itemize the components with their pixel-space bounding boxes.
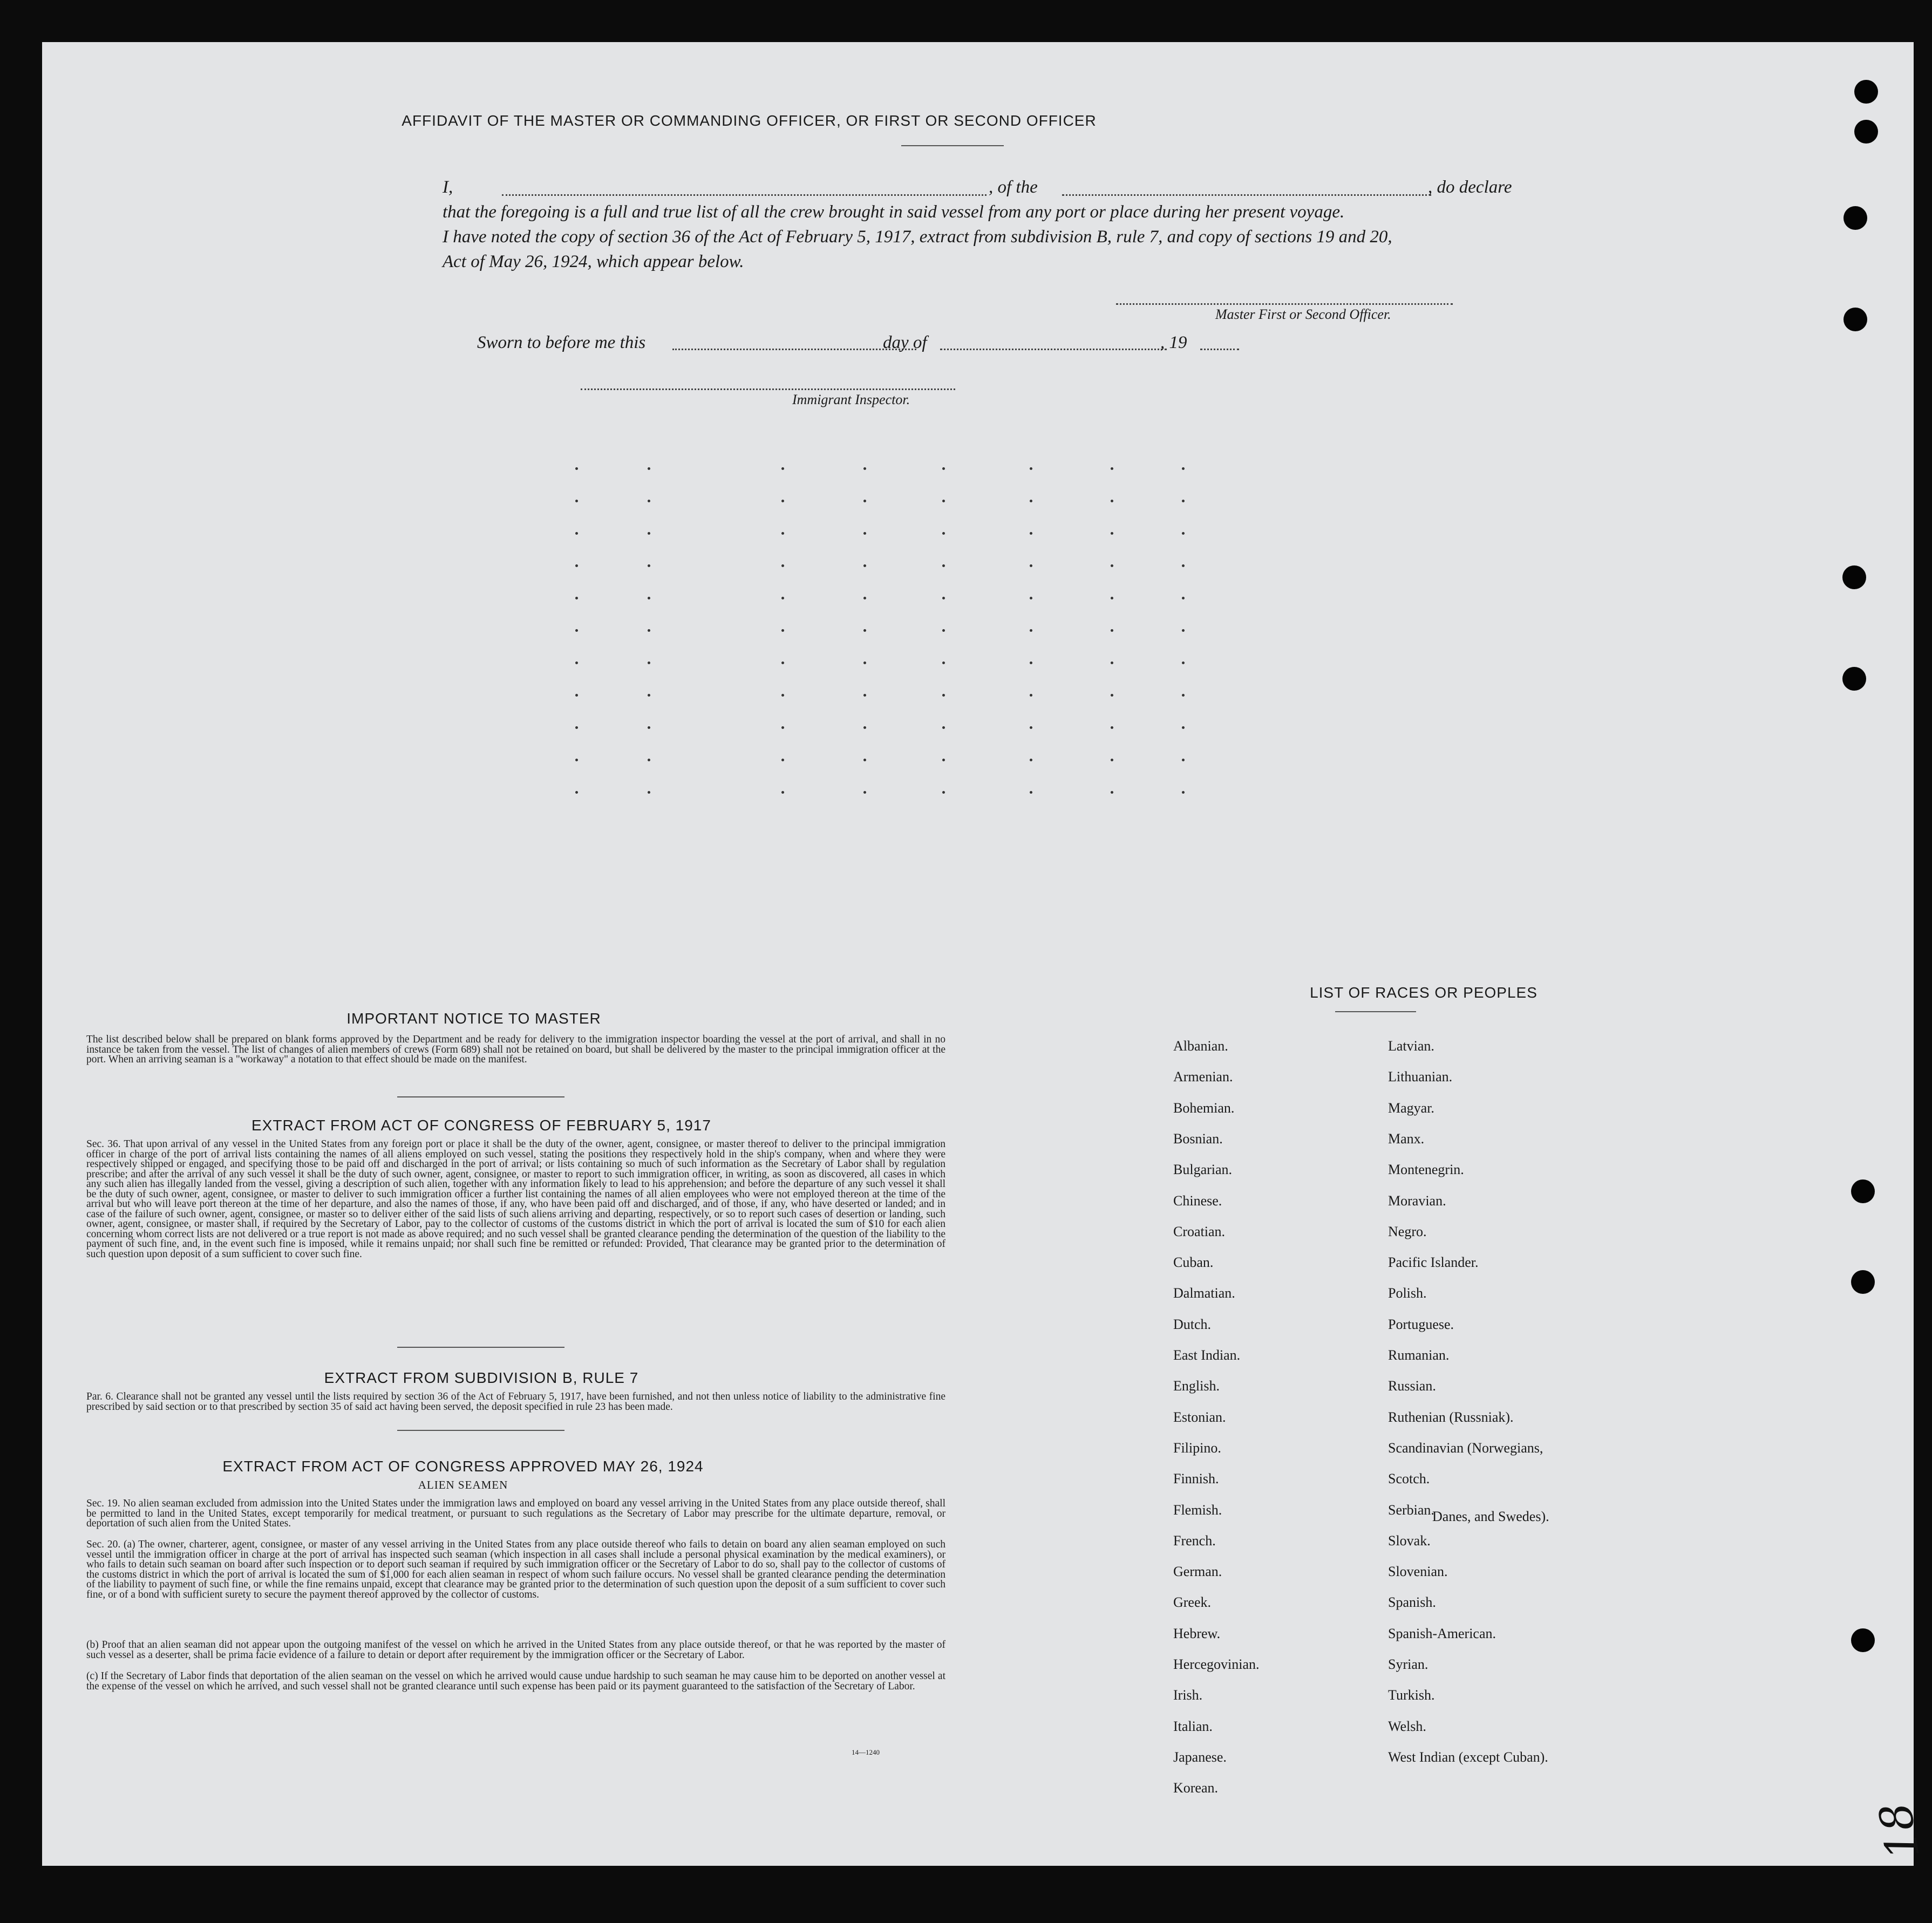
sworn-year-blank[interactable]	[1200, 349, 1239, 350]
master-signature-blank[interactable]	[1116, 303, 1453, 305]
bleed-mark	[863, 694, 866, 697]
race-item: Japanese.	[1173, 1749, 1227, 1765]
bleed-mark	[863, 597, 866, 599]
bleed-mark	[1182, 597, 1185, 599]
bleed-mark	[648, 759, 650, 761]
race-item: Syrian.	[1388, 1656, 1428, 1672]
race-item: Irish.	[1173, 1687, 1203, 1703]
bleed-mark	[575, 500, 578, 502]
race-item: Montenegrin.	[1388, 1162, 1464, 1178]
of-the-label: , of the	[989, 178, 1038, 197]
day-of-label: day of	[883, 333, 927, 352]
declaration-line-1	[443, 175, 1522, 200]
bleed-mark	[863, 532, 866, 535]
race-item: Greek.	[1173, 1594, 1212, 1611]
declaration-line-4: Act of May 26, 1924, which appear below.	[443, 252, 744, 271]
race-item: Hercegovinian.	[1173, 1656, 1260, 1672]
bleed-mark	[781, 564, 784, 567]
bleed-mark	[942, 500, 945, 502]
races-underline	[1335, 1011, 1416, 1012]
sworn-month-blank[interactable]	[940, 349, 1167, 350]
race-item: Cuban.	[1173, 1254, 1214, 1271]
bleed-mark	[863, 726, 866, 729]
bleed-mark	[575, 532, 578, 535]
race-item: Dutch.	[1173, 1316, 1212, 1332]
bleed-mark	[575, 629, 578, 632]
races-title: LIST OF RACES OR PEOPLES	[1310, 984, 1538, 1001]
race-item: Moravian.	[1388, 1192, 1446, 1209]
bleed-mark	[942, 532, 945, 535]
bleed-mark	[648, 629, 650, 632]
bleed-mark	[1111, 467, 1113, 470]
bleed-mark	[1111, 694, 1113, 697]
bleed-mark	[1111, 726, 1113, 729]
inspector-signature-blank[interactable]	[581, 388, 955, 390]
bleed-mark	[863, 500, 866, 502]
race-scandinavian-cont: Danes, and Swedes).	[1432, 1509, 1549, 1524]
sec20a-body: Sec. 20. (a) The owner, charterer, agent, consignee, or master of any vessel arriving in the United States from any place outside thereof who fails to detain on board any alien seaman employed on such vessel until the immigration officer in charge at the port of arrival has inspected such seaman (which inspection in all cases shall include a personal physical examination by the medical examiners), or who fails to detain such seaman on board after such inspection or to deport such seaman if required by such immigration officer or the Secretary of Labor to do so, shall pay to the collector of customs of the customs district in which the port of arrival is located the sum of $1,000 for each alien seaman in respect of whom such failure occurs. No vessel shall be granted clearance pending the determination of the liability to payment of such fine, or while the fine remains unpaid, except that clearance may be granted prior to the determination of such question upon the deposit of a sum sufficient to cover such fine, or of a bond with sufficient surety to secure the payment thereof approved by the collector of customs.	[86, 1539, 945, 1600]
race-item: Finnish.	[1173, 1471, 1219, 1487]
bleed-mark	[1182, 662, 1185, 664]
race-item: Croatian.	[1173, 1223, 1226, 1239]
race-item: Magyar.	[1388, 1100, 1434, 1116]
race-item: Pacific Islander.	[1388, 1254, 1479, 1271]
bleed-mark	[1111, 791, 1113, 794]
rule7-title: EXTRACT FROM SUBDIVISION B, RULE 7	[324, 1369, 639, 1386]
bleed-mark	[1182, 532, 1185, 535]
affidavit-title: AFFIDAVIT OF THE MASTER OR COMMANDING OFFICER, OR FIRST OR SECOND OFFICER	[402, 112, 1097, 129]
race-item: Spanish-American.	[1388, 1625, 1496, 1641]
bleed-mark	[648, 467, 650, 470]
punch-hole	[1843, 308, 1867, 331]
title-underline	[901, 145, 1004, 146]
race-item: Albanian.	[1173, 1038, 1228, 1054]
bleed-mark	[942, 597, 945, 599]
race-item: Ruthenian (Russniak).	[1388, 1409, 1514, 1425]
bleed-mark	[1111, 629, 1113, 632]
bleed-mark	[1182, 759, 1185, 761]
document-page	[42, 42, 1930, 1866]
divider-2	[397, 1347, 564, 1348]
bleed-mark	[863, 791, 866, 794]
year-label: , 19	[1160, 333, 1187, 352]
race-item: Italian.	[1173, 1718, 1213, 1734]
race-item: Welsh.	[1388, 1718, 1426, 1734]
extract-1917-body: Sec. 36. That upon arrival of any vessel in the United States from any foreign port or place it shall be the duty of the owner, agent, consignee, or master thereof to deliver to the principal immigration officer in charge of the port of arrival lists containing the names of all aliens employed on such vessel, stating the positions they respectively hold in the ship's company, when and where they were respectively shipped or engaged, and specifying those to be paid off and discharged in the port of arrival; or lists containing so much of such information as the Secretary of Labor shall by regulation prescribe; and after the arrival of any such vessel it shall be the duty of such owner, agent, consignee, or master to report to such immigration officer, in writing, as soon as discovered, all cases in which any such alien has illegally landed from the vessel, giving a description of such alien, together with any information likely to lead to his apprehension; and before the departure of any such vessel it shall be the duty of such owner, agent, consignee, or master to deliver to such immigration officer a further list containing the names of all alien employees who were not employed thereon at the time of the arrival but who will leave port thereon at the time of her departure, and also the names of those, if any, who have been paid off and discharged, and of those, if any, who have deserted or landed; and in case of the failure of such owner, agent, consignee, or master so to deliver either of the said lists of such aliens arriving and departing, respectively, or so to report such cases of desertion or landing, such owner, agent, consignee, or master shall, if required by the Secretary of Labor, pay to the collector of customs of the customs district in which the port of arrival is located the sum of $10 for each alien concerning whom correct lists are not delivered or a true report is not made as above required; and no such vessel shall be granted clearance pending the determination of the question of the liability to the payment of such fine, and, in the event such fine is imposed, while it remains unpaid; nor shall such fine be remitted or refunded: Provided, That clearance may be granted prior to the determination of such question upon deposit of a sum sufficient to cover such fine.	[86, 1138, 945, 1260]
race-item: Scandinavian (Norwegians,	[1388, 1440, 1543, 1456]
bleed-mark	[942, 759, 945, 761]
bleed-mark	[863, 467, 866, 470]
divider-1	[397, 1096, 564, 1097]
bleed-mark	[1030, 791, 1032, 794]
race-item: Hebrew.	[1173, 1625, 1221, 1641]
race-item: Latvian.	[1388, 1038, 1434, 1054]
bleed-mark	[781, 759, 784, 761]
bleed-mark	[575, 564, 578, 567]
race-item: Bulgarian.	[1173, 1162, 1233, 1178]
race-item: German.	[1173, 1564, 1222, 1580]
form-number: 14—1240	[852, 1748, 880, 1756]
bleed-mark	[781, 791, 784, 794]
master-signature-caption: Master First or Second Officer.	[1215, 306, 1391, 322]
bleed-mark	[1111, 597, 1113, 599]
punch-hole	[1843, 206, 1867, 230]
race-item: Bohemian.	[1173, 1100, 1235, 1116]
bleed-mark	[863, 662, 866, 664]
bleed-mark	[575, 467, 578, 470]
race-item: Negro.	[1388, 1223, 1427, 1239]
bleed-mark	[648, 694, 650, 697]
race-item: Polish.	[1388, 1285, 1427, 1301]
bleed-mark	[1030, 759, 1032, 761]
bleed-mark	[1030, 629, 1032, 632]
notice-title: IMPORTANT NOTICE TO MASTER	[346, 1010, 601, 1027]
sec20b-body: (b) Proof that an alien seaman did not appear upon the outgoing manifest of the vessel on which he arrived in the United States from any place outside thereof, or that he was reported by the master of such vessel as a deserter, shall be prima facie evidence of a failure to detain or deport after requirement by the immigration officer or the Secretary of Labor.	[86, 1639, 945, 1661]
bleed-mark	[1182, 564, 1185, 567]
bleed-mark	[781, 694, 784, 697]
declaration-line-2: that the foregoing is a full and true list of all the crew brought in said vessel from any port or place during her present voyage.	[443, 202, 1345, 222]
sec20c-body: (c) If the Secretary of Labor finds that deportation of the alien seaman on the vessel on which he arrived would cause undue hardship to such seaman he may cause him to be deported on another vessel at the expense of the vessel on which he arrived, and such vessel shall not be granted clearance until such expense has been paid or its payment guaranteed to the satisfaction of the Secretary of Labor.	[86, 1670, 945, 1692]
bleed-mark	[1182, 629, 1185, 632]
race-item: Spanish.	[1388, 1594, 1436, 1611]
bleed-mark	[648, 597, 650, 599]
bleed-mark	[1111, 564, 1113, 567]
bleed-mark	[942, 467, 945, 470]
bleed-mark	[1182, 726, 1185, 729]
race-item: Chinese.	[1173, 1192, 1222, 1209]
bleed-mark	[575, 597, 578, 599]
bleed-mark	[1030, 694, 1032, 697]
bleed-mark	[1030, 662, 1032, 664]
bleed-mark	[781, 597, 784, 599]
bleed-mark	[575, 694, 578, 697]
inspector-caption: Immigrant Inspector.	[792, 392, 910, 407]
race-item: English.	[1173, 1378, 1220, 1394]
bleed-mark	[1030, 500, 1032, 502]
bleed-mark	[575, 759, 578, 761]
punch-hole	[1851, 1628, 1875, 1652]
bleed-mark	[942, 694, 945, 697]
bleed-mark	[781, 532, 784, 535]
punch-hole	[1842, 667, 1866, 691]
bleed-mark	[942, 662, 945, 664]
name-blank[interactable]	[502, 194, 987, 196]
race-item: French.	[1173, 1532, 1216, 1549]
bleed-mark	[1111, 759, 1113, 761]
bleed-mark	[863, 564, 866, 567]
sworn-label: Sworn to before me this	[477, 333, 646, 352]
bleed-mark	[1111, 532, 1113, 535]
bleed-mark	[781, 467, 784, 470]
race-item: Slovenian.	[1388, 1564, 1448, 1580]
bleed-mark	[575, 791, 578, 794]
punch-hole	[1842, 565, 1866, 589]
rule7-body: Par. 6. Clearance shall not be granted any vessel until the lists required by section 36 of the Act of February 5, 1917, have been furnished, and not then unless notice of liability to the administrative fine prescribed by said section or to that prescribed by section 35 of said act having been served, the deposit specified in rule 23 has been made.	[86, 1391, 945, 1413]
alien-seamen-subtitle: ALIEN SEAMEN	[418, 1478, 508, 1491]
bleed-mark	[648, 500, 650, 502]
bleed-mark	[942, 791, 945, 794]
race-item: Rumanian.	[1388, 1347, 1450, 1363]
race-item: Filipino.	[1173, 1440, 1221, 1456]
notice-body: The list described below shall be prepared on blank forms approved by the Department and be ready for delivery to the immigration inspector boarding the vessel at the port of arrival, and shall in no instance be taken from the vessel. The list of changes of alien members of crews (Form 689) shall not be retained on board, but shall be delivered by the master to the principal immigration officer at the port. When an arriving seaman is a "workaway" a notation to that effect should be made on the manifest.	[86, 1034, 945, 1065]
divider-3	[397, 1430, 564, 1431]
bleed-mark	[863, 759, 866, 761]
bleed-mark	[648, 564, 650, 567]
i-label: I,	[443, 178, 453, 197]
bleed-mark	[781, 662, 784, 664]
bleed-mark	[648, 662, 650, 664]
bleed-mark	[1182, 694, 1185, 697]
sworn-day-blank[interactable]	[672, 349, 916, 350]
bleed-mark	[1182, 500, 1185, 502]
race-item: Bosnian.	[1173, 1130, 1223, 1147]
bleed-mark	[781, 500, 784, 502]
race-item: Russian.	[1388, 1378, 1436, 1394]
race-item: East Indian.	[1173, 1347, 1241, 1363]
bleed-mark	[648, 791, 650, 794]
race-item: Lithuanian.	[1388, 1069, 1453, 1085]
race-item: Flemish.	[1173, 1502, 1222, 1518]
sec19-body: Sec. 19. No alien seaman excluded from admission into the United States under the immigration laws and employed on board any vessel arriving in the United States from any place outside thereof, shall be permitted to land in the United States, except temporarily for medical treatment, or pursuant to such regulations as the Secretary of Labor may prescribe for the ultimate departure, removal, or deportation of such alien from the United States.	[86, 1498, 945, 1529]
bleed-mark	[942, 629, 945, 632]
bleed-mark	[781, 629, 784, 632]
bleed-mark	[863, 629, 866, 632]
bleed-mark	[1030, 726, 1032, 729]
bleed-mark	[1182, 791, 1185, 794]
do-declare-label: , do declare	[1428, 178, 1512, 197]
extract-1924-title: EXTRACT FROM ACT OF CONGRESS APPROVED MAY 26, 1924	[222, 1458, 704, 1475]
bleed-mark	[942, 564, 945, 567]
race-item: Serbian.	[1388, 1502, 1434, 1518]
bleed-mark	[1111, 500, 1113, 502]
race-item: Manx.	[1388, 1130, 1425, 1147]
bleed-mark	[575, 662, 578, 664]
bleed-mark	[1182, 467, 1185, 470]
declaration-line-3: I have noted the copy of section 36 of the Act of February 5, 1917, extract from subdivision B, rule 7, and copy of sections 19 and 20,	[443, 227, 1392, 247]
bleed-mark	[1030, 564, 1032, 567]
bleed-mark	[648, 726, 650, 729]
race-item: Dalmatian.	[1173, 1285, 1235, 1301]
bleed-mark	[781, 726, 784, 729]
race-item: Armenian.	[1173, 1069, 1233, 1085]
race-item: Slovak.	[1388, 1532, 1431, 1549]
bleed-mark	[575, 726, 578, 729]
punch-hole	[1854, 120, 1878, 144]
bleed-mark	[1111, 662, 1113, 664]
extract-1917-title: EXTRACT FROM ACT OF CONGRESS OF FEBRUARY 5, 1917	[251, 1117, 711, 1134]
bleed-mark	[942, 726, 945, 729]
race-item: Korean.	[1173, 1780, 1219, 1796]
bleed-mark	[648, 532, 650, 535]
bleed-mark	[1030, 597, 1032, 599]
race-item: West Indian (except Cuban).	[1388, 1749, 1548, 1765]
race-item: Estonian.	[1173, 1409, 1226, 1425]
punch-hole	[1851, 1179, 1875, 1203]
race-item: Turkish.	[1388, 1687, 1435, 1703]
punch-hole	[1854, 80, 1878, 104]
vessel-blank[interactable]	[1062, 194, 1431, 196]
handwritten-page-number: 18	[1869, 1798, 1930, 1864]
race-item: Portuguese.	[1388, 1316, 1454, 1332]
bleed-mark	[1030, 467, 1032, 470]
bleed-mark	[1030, 532, 1032, 535]
race-item: Scotch.	[1388, 1471, 1430, 1487]
punch-hole	[1851, 1270, 1875, 1294]
